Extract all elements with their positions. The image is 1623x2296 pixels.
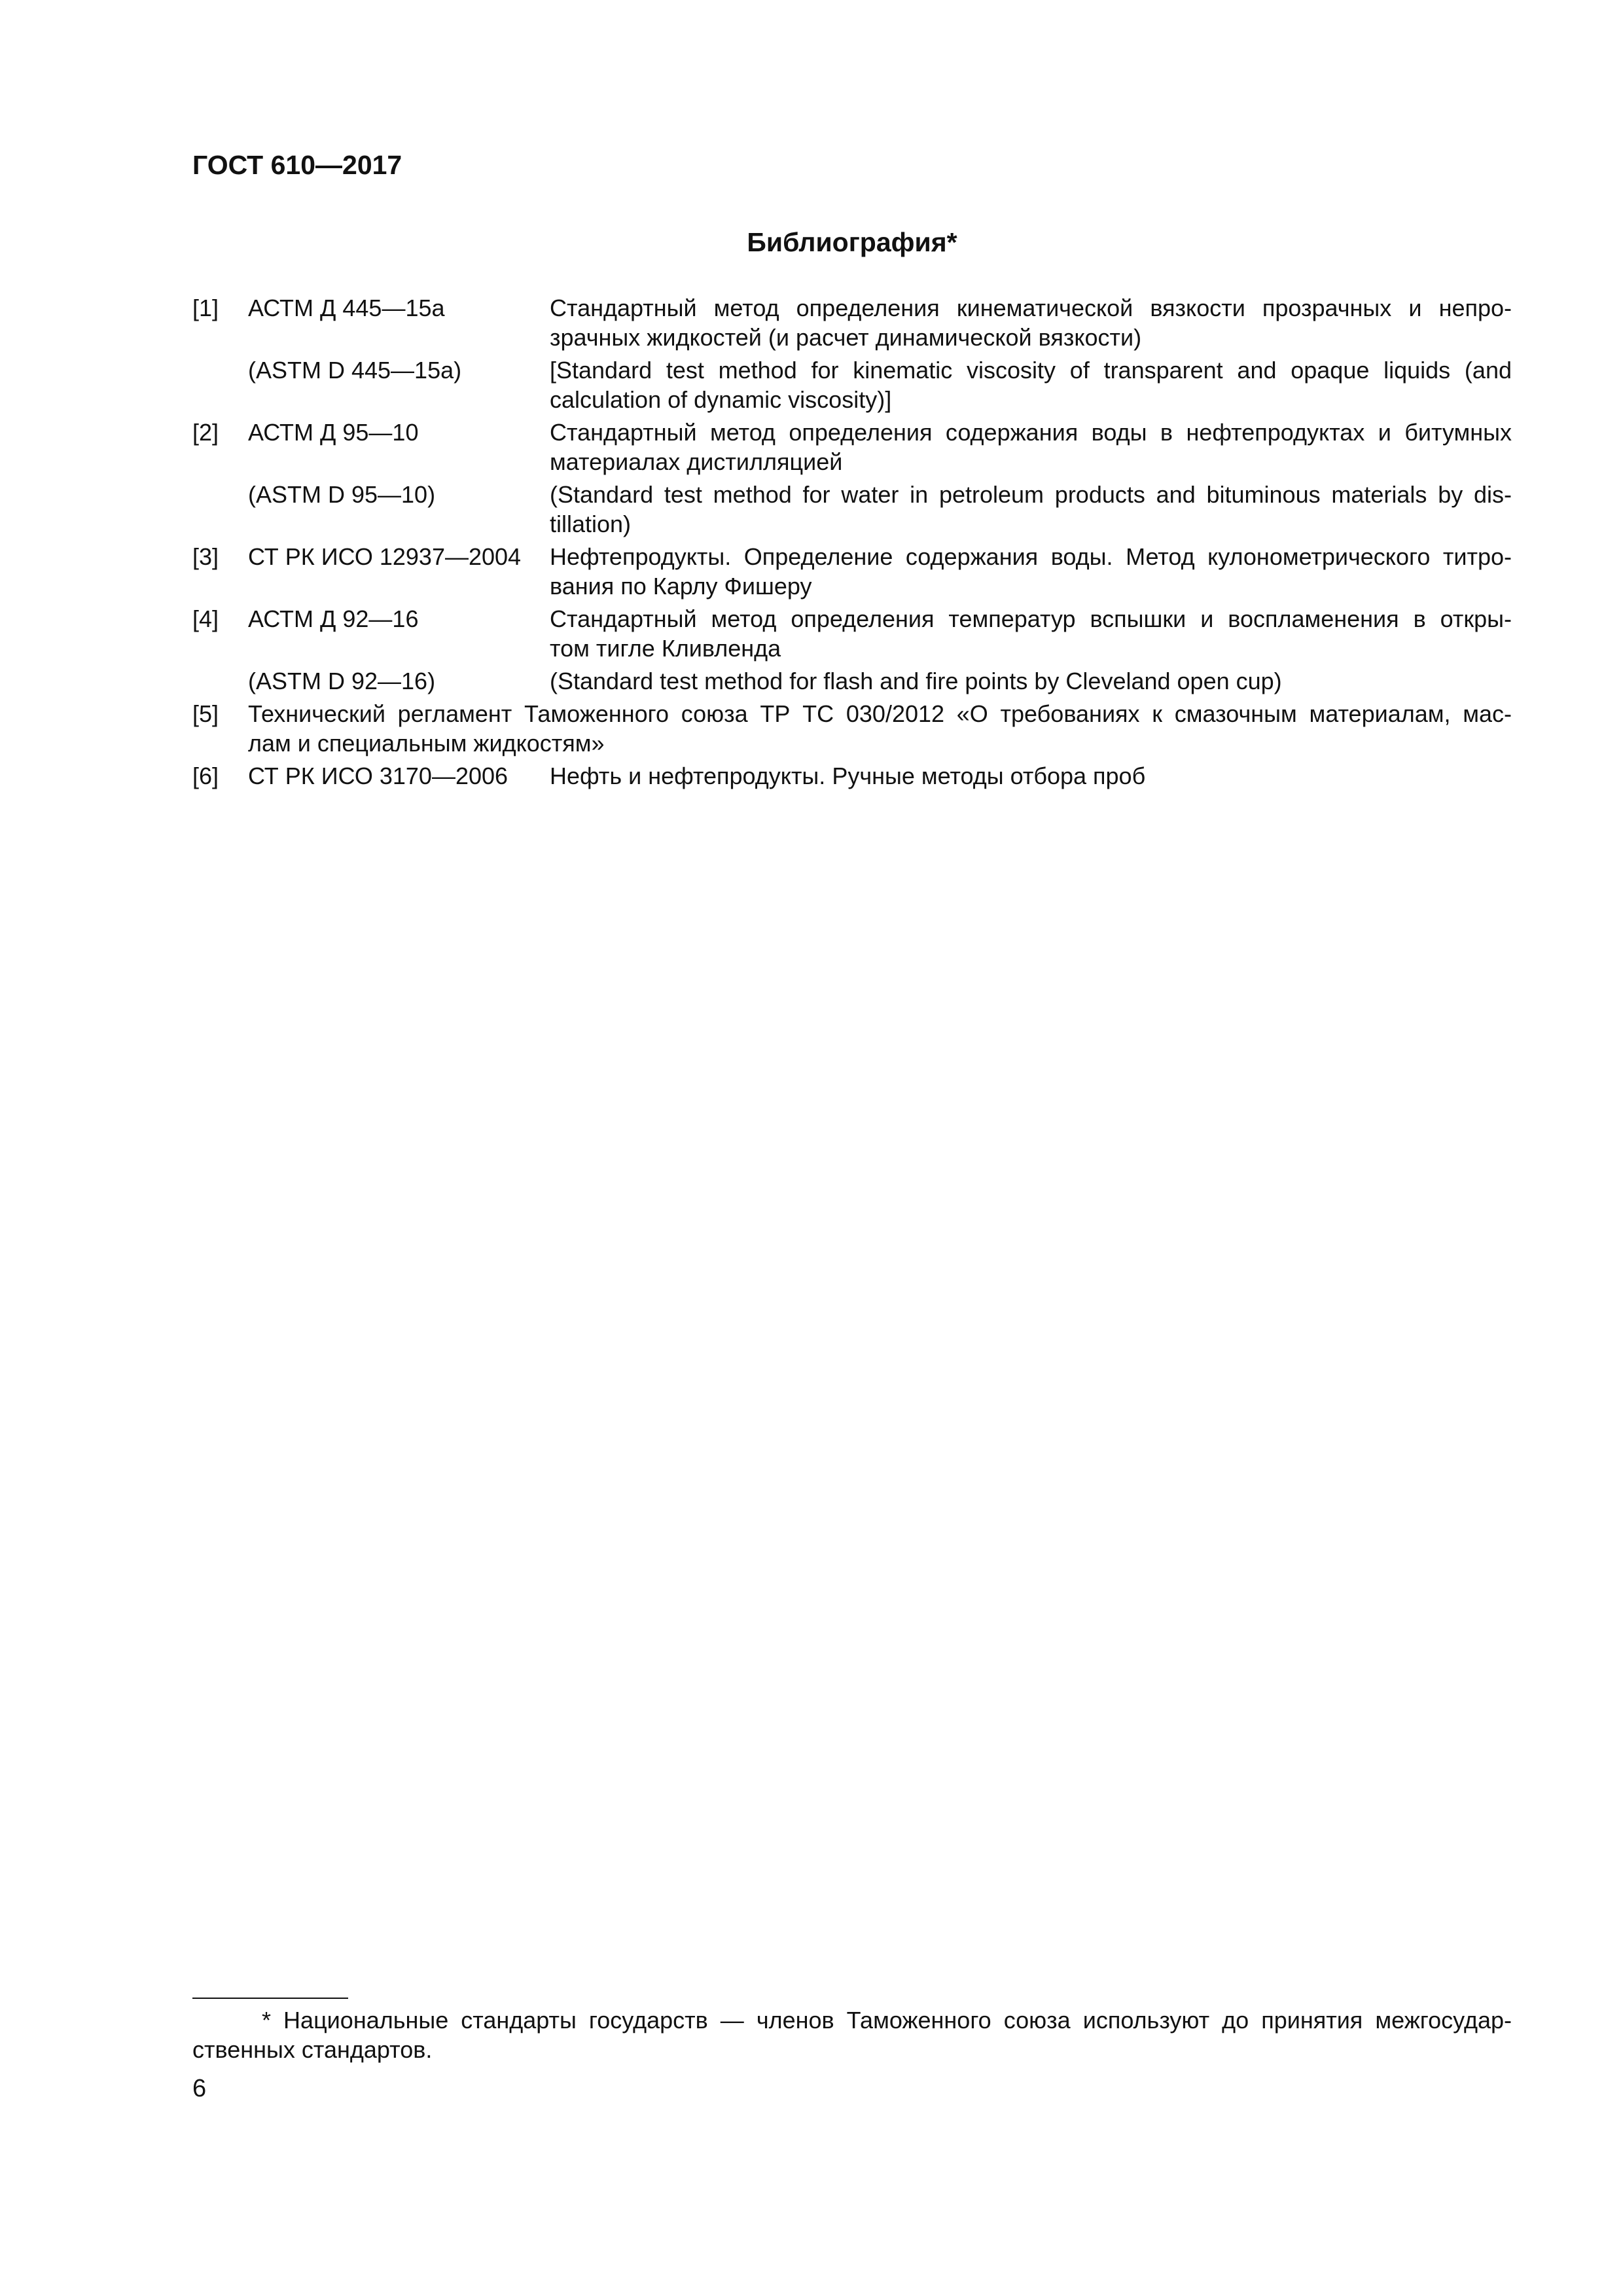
footnote [192, 2005, 1512, 2064]
entry-reference: СТ РК ИСО 3170—2006 [248, 762, 508, 789]
page-number: 6 [192, 2075, 207, 2102]
entry-number: [6] [192, 762, 219, 789]
entry-description-line: calculation of dynamic viscosity)] [550, 386, 892, 413]
entry-number: [4] [192, 605, 219, 632]
entry-description [248, 699, 1512, 758]
entry-description-line: Стандартный метод определения температур вспышки и воспламенения в откры- [550, 605, 1512, 632]
entry-description-line: лам и специальным жидкостям» [248, 730, 605, 757]
bibliography-entry-4 [192, 604, 1512, 663]
entry-description [550, 604, 1512, 663]
bibliography-entry-3 [192, 542, 1512, 601]
entry-original-description [550, 355, 1512, 414]
entry-original-description [550, 666, 1512, 696]
section-title: Библиография* [747, 227, 957, 257]
footnote-line: * Национальные стандарты государств — членов Таможенного союза используют до принятия межгосудар- [262, 2007, 1512, 2034]
entry-original-description [550, 480, 1512, 539]
entry-number: [2] [192, 419, 219, 446]
entry-description-line: tillation) [550, 511, 632, 537]
entry-description-line: Нефть и нефтепродукты. Ручные методы отбора проб [550, 762, 1146, 789]
bibliography-entry-4-original [192, 666, 1512, 696]
entry-original-reference: (ASTM D 445—15a) [248, 357, 462, 384]
entry-description [550, 293, 1512, 352]
entry-number: [1] [192, 295, 219, 321]
bibliography-entry-1-original [192, 355, 1512, 414]
entry-number: [5] [192, 700, 219, 727]
bibliography-entry-5 [192, 699, 1512, 758]
entry-description-line: Технический регламент Таможенного союза ТР ТС 030/2012 «О требованиях к смазочным материалам, мас- [248, 700, 1512, 727]
bibliography-entry-6 [192, 761, 1512, 791]
entry-original-reference: (ASTM D 92—16) [248, 668, 436, 694]
entry-description-line: том тигле Кливленда [550, 635, 781, 662]
entry-description [550, 761, 1512, 791]
bibliography-entry-2 [192, 418, 1512, 476]
entry-reference: АСТМ Д 95—10 [248, 419, 419, 446]
entry-description-line: материалах дистилляцией [550, 448, 843, 475]
entry-original-reference: (ASTM D 95—10) [248, 481, 436, 508]
entry-description-line: вания по Карлу Фишеру [550, 573, 812, 600]
entry-description-line: Стандартный метод определения кинематической вязкости прозрачных и непро- [550, 295, 1512, 321]
entry-description-line: [Standard test method for kinematic viscosity of transparent and opaque liquids (and [550, 357, 1512, 384]
entry-description-line: Стандартный метод определения содержания воды в нефтепродуктах и битумных [550, 419, 1512, 446]
bibliography-entry-2-original [192, 480, 1512, 539]
footnote-line: ственных стандартов. [192, 2036, 433, 2063]
entry-description-line: (Standard test method for water in petroleum products and bituminous materials by dis- [550, 481, 1512, 508]
entry-reference: АСТМ Д 445—15а [248, 295, 445, 321]
entry-reference: АСТМ Д 92—16 [248, 605, 419, 632]
entry-description-line: зрачных жидкостей (и расчет динамической вязкости) [550, 324, 1142, 351]
bibliography-entry-1 [192, 293, 1512, 352]
entry-description-line: Нефтепродукты. Определение содержания воды. Метод кулонометрического титро- [550, 543, 1512, 570]
document-code: ГОСТ 610—2017 [192, 150, 402, 180]
entry-description [550, 542, 1512, 601]
bibliography-list [192, 293, 1512, 794]
entry-description [550, 418, 1512, 476]
entry-reference: СТ РК ИСО 12937—2004 [248, 543, 522, 570]
entry-number: [3] [192, 543, 219, 570]
entry-description-line: (Standard test method for flash and fire points by Cleveland open cup) [550, 668, 1282, 694]
footnote-divider [192, 1998, 348, 1999]
